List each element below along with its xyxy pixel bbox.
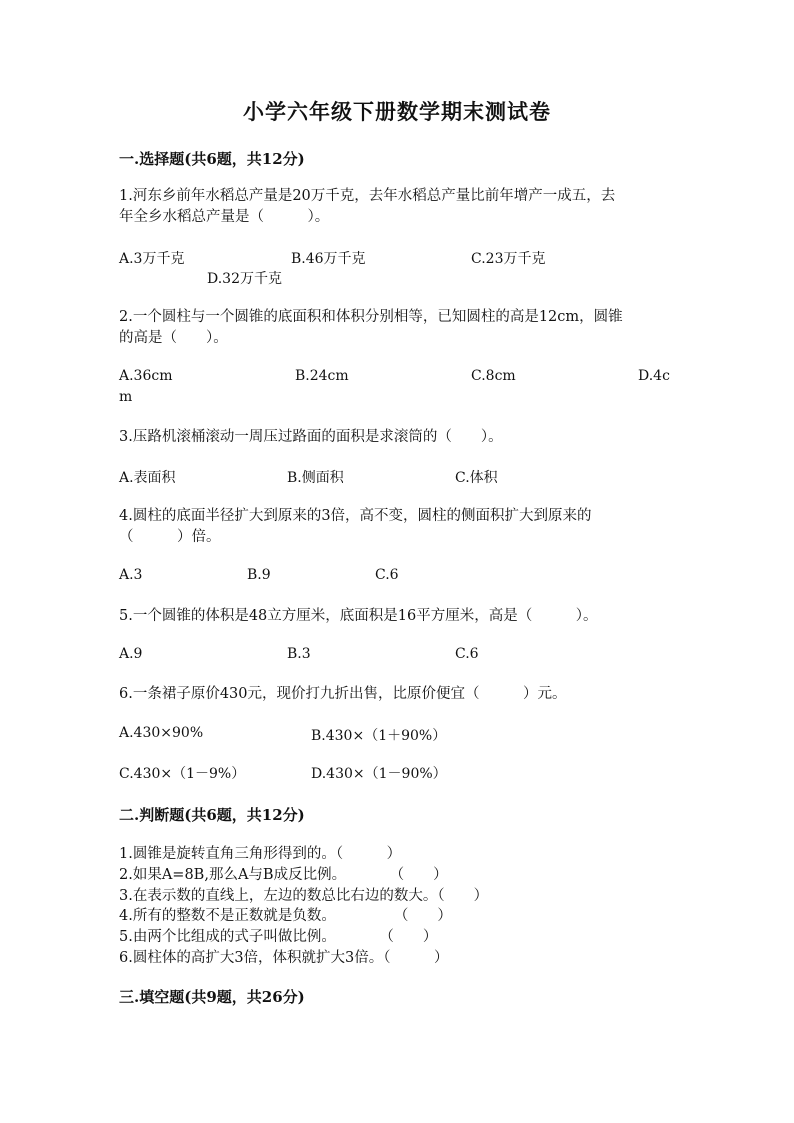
- judge-item-5: 5.由两个比组成的式子叫做比例。 （ ）: [119, 929, 438, 945]
- question-3-option-a: A.表面积: [119, 470, 176, 486]
- question-2-line-1: 2.一个圆柱与一个圆锥的底面积和体积分别相等，已知圆柱的高是12cm，圆锥: [119, 309, 623, 325]
- judge-item-4: 4.所有的整数不是正数就是负数。 （ ）: [119, 908, 452, 924]
- page-title: 小学六年级下册数学期末测试卷: [243, 99, 551, 124]
- question-1-option-d: D.32万千克: [207, 271, 282, 287]
- question-6-option-c: C.430×（1－9%）: [119, 766, 246, 782]
- question-4-line-2: （ ）倍。: [119, 529, 221, 545]
- judge-item-2: 2.如果A=8B,那么A与B成反比例。 （ ）: [119, 867, 448, 883]
- question-5-option-b: B.3: [287, 646, 311, 662]
- question-2-option-a: A.36cm: [119, 368, 173, 384]
- section-heading-fill: 三.填空题(共9题，共26分): [119, 988, 305, 1006]
- question-6-option-a: A.430×90%: [119, 725, 204, 741]
- question-2-option-d: D.4c: [638, 368, 670, 384]
- question-2-option-d-wrap: m: [119, 389, 133, 405]
- question-4-line-1: 4.圆柱的底面半径扩大到原来的3倍，高不变，圆柱的侧面积扩大到原来的: [119, 508, 592, 524]
- judge-item-3: 3.在表示数的直线上，左边的数总比右边的数大。（ ）: [119, 888, 489, 904]
- question-1-option-a: A.3万千克: [119, 251, 185, 267]
- question-6-line-1: 6.一条裙子原价430元，现价打九折出售，比原价便宜（ ）元。: [119, 686, 567, 702]
- question-1-line-1: 1.河东乡前年水稻总产量是20万千克，去年水稻总产量比前年增产一成五，去: [119, 188, 616, 204]
- judge-item-6: 6.圆柱体的高扩大3倍，体积就扩大3倍。（ ）: [119, 950, 449, 966]
- question-1-option-b: B.46万千克: [291, 251, 366, 267]
- question-1-option-c: C.23万千克: [471, 251, 546, 267]
- question-4-option-c: C.6: [375, 567, 399, 583]
- question-6-option-b: B.430×（1＋90%）: [311, 728, 447, 744]
- question-1-line-2: 年全乡水稻总产量是（ ）。: [119, 209, 330, 225]
- question-2-option-c: C.8cm: [471, 368, 516, 384]
- question-5-option-c: C.6: [455, 646, 479, 662]
- question-3-line-1: 3.压路机滚桶滚动一周压过路面的面积是求滚筒的（ ）。: [119, 429, 503, 445]
- question-3-option-c: C.体积: [455, 470, 498, 486]
- question-2-line-2: 的高是（ ）。: [119, 330, 228, 346]
- section-heading-choice: 一.选择题(共6题，共12分): [119, 150, 305, 168]
- judge-item-1: 1.圆锥是旋转直角三角形得到的。（ ）: [119, 846, 402, 862]
- question-4-option-a: A.3: [119, 567, 143, 583]
- section-heading-judge: 二.判断题(共6题，共12分): [119, 806, 305, 824]
- question-6-option-d: D.430×（1－90%）: [311, 766, 447, 782]
- question-3-option-b: B.侧面积: [287, 470, 344, 486]
- question-2-option-b: B.24cm: [295, 368, 349, 384]
- question-4-option-b: B.9: [247, 567, 271, 583]
- question-5-option-a: A.9: [119, 646, 143, 662]
- question-5-line-1: 5.一个圆锥的体积是48立方厘米，底面积是16平方厘米，高是（ ）。: [119, 608, 598, 624]
